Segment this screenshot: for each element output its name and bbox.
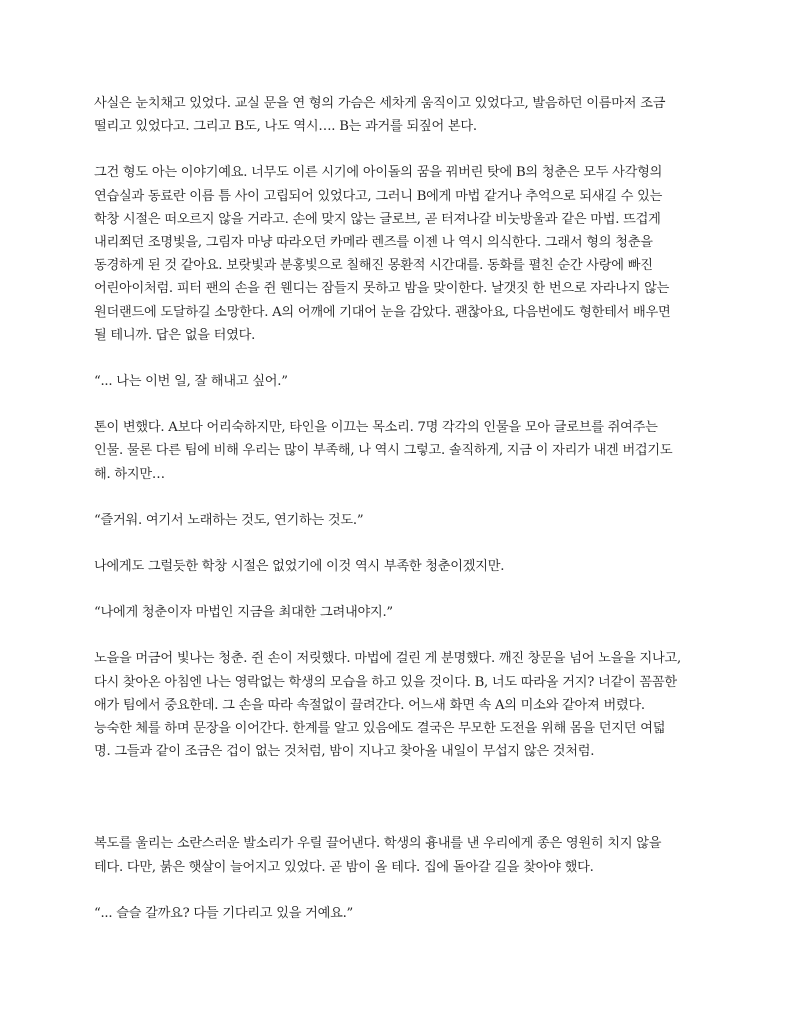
dialogue-lets-go: “... 슬슬 갈까요? 다들 기다리고 있을 거예요.” (94, 905, 354, 921)
paragraph-hallway: 복도를 울리는 소란스러운 발소리가 우릴 끌어낸다. 학생의 흉내를 낸 우리에게 종은 영원히 치지 않을 테다. 다만, 붉은 햇살이 늘어지고 있었다. 곧 밤이 올 테다. 집에 돌아갈 길을 찾아야 했다. (94, 836, 662, 875)
dialogue-youth-magic: “나에게 청춘이자 마법인 지금을 최대한 그려내야지.” (94, 605, 393, 621)
paragraph-no-school-days: 나에게도 그럴듯한 학창 시절은 없었기에 이것 역시 부족한 청춘이겠지만. (94, 559, 505, 575)
paragraph-tone-changed: 톤이 변했다. A보다 어리숙하지만, 타인을 이끄는 목소리. 7명 각각의 인물을 모아 글로브를 쥐여주는 인물. 물론 다른 팀에 비해 우리는 많이 부족해, 나 역시 그렇고. 솔직하게, 지금 이 자리가 내겐 버겁기도 해. 하지만… (94, 420, 673, 482)
paragraph-recollection: 사실은 눈치채고 있었다. 교실 문을 연 형의 가슴은 세차게 움직이고 있었다고, 발음하던 이름마저 조금 떨리고 있었다고. 그리고 B도, 나도 역시…. B는 과거를 되짚어 본다. (94, 96, 666, 135)
paragraph-sunset: 노을을 머금어 빛나는 청춘. 쥔 손이 저릿했다. 마법에 걸린 게 분명했다. 깨진 창문을 넘어 노을을 지나고, 다시 찾아온 아침엔 나는 영락없는 학생의 모습을 하고 있을 것이다. B, 너도 따라올 거지? 너같이 꼼꼼한 애가 팀에서 중요한데. 그 손을 따라 속절없이 끌려간다. 어느새 화면 속 A의 미소와 같아져 버렸다. 능숙한 체를 하며 문장을 이어간다. 한계를 알고 있음에도 결국은 무모한 도전을 위해 몸을 던지던 여덟 명. 그들과 같이 조금은 겁이 없는 것처럼, 밤이 지나고 찾아올 내일이 무섭지 않은 것처럼. (94, 651, 681, 760)
document-page (94, 92, 724, 948)
dialogue-fun: “즐거워. 여기서 노래하는 것도, 연기하는 것도.” (94, 512, 364, 528)
dialogue-do-well: “... 나는 이번 일, 잘 해내고 싶어.” (94, 374, 288, 390)
section-break (94, 786, 724, 832)
paragraph-youth-story: 그건 형도 아는 이야기예요. 너무도 이른 시기에 아이돌의 꿈을 꿔버린 탓에 B의 청춘은 모두 사각형의 연습실과 동료란 이름 틈 사이 고립되어 있었다고, 그러니 B에게 마법 같거나 추억으로 되새길 수 있는 학창 시절은 떠오르지 않을 거라고. 손에 맞지 않는 글로브, 곧 터져나갈 비눗방울과 같은 마법. 뜨겁게 내리쬐던 조명빛을, 그림자 마냥 따라오던 카메라 렌즈를 이젠 나 역시 의식한다. 그래서 형의 청춘을 동경하게 된 것 같아요. 보랏빛과 분홍빛으로 칠해진 몽환적 시간대를. 동화를 펼친 순간 사랑에 빠진 어린아이처럼. 피터 팬의 손을 쥔 웬디는 잠들지 못하고 밤을 맞이한다. 날갯짓 한 번으로 자라나지 않는 원더랜드에 도달하길 소망한다. A의 어깨에 기대어 눈을 감았다. 괜찮아요, 다음번에도 형한테서 배우면 될 테니까. 답은 없을 터였다. (94, 165, 671, 343)
